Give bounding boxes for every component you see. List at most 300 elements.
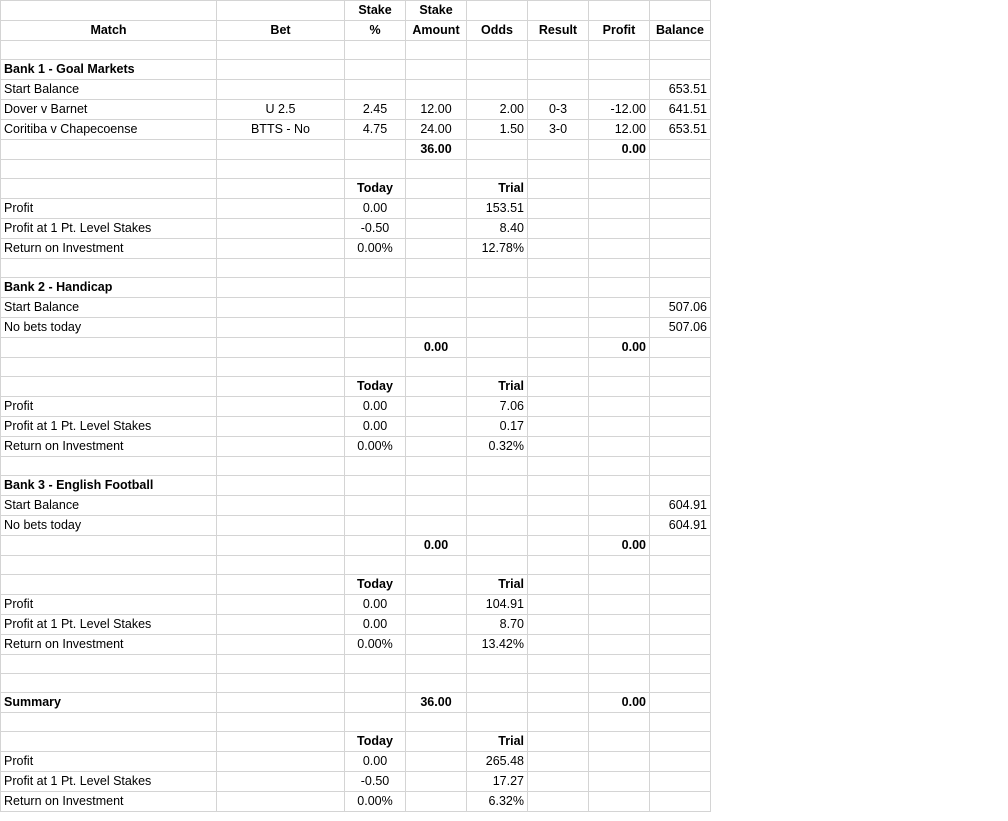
- cell-balance[interactable]: [650, 397, 711, 417]
- cell-profit[interactable]: 0.00: [589, 536, 650, 556]
- cell-balance[interactable]: [650, 278, 711, 298]
- cell-stake-amount[interactable]: 36.00: [406, 693, 467, 713]
- cell-profit[interactable]: [589, 556, 650, 575]
- cell-result[interactable]: [528, 655, 589, 674]
- cell-odds[interactable]: Trial: [467, 732, 528, 752]
- cell-match[interactable]: Return on Investment: [1, 239, 217, 259]
- cell-match[interactable]: Coritiba v Chapecoense: [1, 120, 217, 140]
- cell-result[interactable]: [528, 358, 589, 377]
- cell-profit[interactable]: [589, 298, 650, 318]
- cell-stake-amount[interactable]: 24.00: [406, 120, 467, 140]
- cell-result[interactable]: [528, 140, 589, 160]
- cell-stake-amount[interactable]: [406, 556, 467, 575]
- cell-stake-amount[interactable]: [406, 713, 467, 732]
- cell-profit[interactable]: [589, 377, 650, 397]
- cell-match[interactable]: Profit: [1, 199, 217, 219]
- cell-bet[interactable]: [217, 615, 345, 635]
- cell-stake-amount[interactable]: 0.00: [406, 338, 467, 358]
- cell-odds[interactable]: 0.17: [467, 417, 528, 437]
- cell-odds[interactable]: [467, 693, 528, 713]
- cell-bet[interactable]: U 2.5: [217, 100, 345, 120]
- cell-odds[interactable]: [467, 140, 528, 160]
- cell-balance[interactable]: 604.91: [650, 516, 711, 536]
- cell-bet[interactable]: [217, 457, 345, 476]
- cell-bet[interactable]: [217, 358, 345, 377]
- cell-bet[interactable]: [217, 536, 345, 556]
- cell-bet[interactable]: [217, 732, 345, 752]
- cell-stake-percent[interactable]: [345, 140, 406, 160]
- cell-stake-amount[interactable]: [406, 377, 467, 397]
- cell-bet[interactable]: [217, 713, 345, 732]
- cell-stake-amount[interactable]: [406, 318, 467, 338]
- cell-result[interactable]: [528, 516, 589, 536]
- cell-stake-percent[interactable]: Today: [345, 575, 406, 595]
- cell-result[interactable]: [528, 338, 589, 358]
- cell-match[interactable]: Bank 1 - Goal Markets: [1, 60, 217, 80]
- cell-odds[interactable]: 265.48: [467, 752, 528, 772]
- cell-profit[interactable]: -12.00: [589, 100, 650, 120]
- cell-bet[interactable]: [217, 476, 345, 496]
- cell-match[interactable]: [1, 457, 217, 476]
- cell-stake-percent[interactable]: Today: [345, 179, 406, 199]
- cell-stake-percent[interactable]: [345, 278, 406, 298]
- cell-profit[interactable]: 12.00: [589, 120, 650, 140]
- cell-stake-amount[interactable]: [406, 575, 467, 595]
- cell-stake-percent[interactable]: [345, 41, 406, 60]
- cell-stake-percent[interactable]: [345, 713, 406, 732]
- cell-stake-amount[interactable]: [406, 80, 467, 100]
- cell-balance[interactable]: 604.91: [650, 496, 711, 516]
- cell-balance[interactable]: [650, 476, 711, 496]
- cell-match[interactable]: Profit at 1 Pt. Level Stakes: [1, 219, 217, 239]
- cell-stake-percent[interactable]: 0.00: [345, 752, 406, 772]
- cell-stake-percent[interactable]: 0.00: [345, 199, 406, 219]
- cell-match[interactable]: Start Balance: [1, 298, 217, 318]
- cell-bet[interactable]: [217, 278, 345, 298]
- cell-balance[interactable]: [650, 417, 711, 437]
- cell-balance[interactable]: [650, 615, 711, 635]
- cell-odds[interactable]: 8.40: [467, 219, 528, 239]
- cell-balance[interactable]: [650, 259, 711, 278]
- cell-odds[interactable]: [467, 674, 528, 693]
- cell-profit[interactable]: 0.00: [589, 140, 650, 160]
- cell-profit[interactable]: [589, 219, 650, 239]
- cell-match[interactable]: No bets today: [1, 516, 217, 536]
- cell-result[interactable]: [528, 732, 589, 752]
- cell-bet[interactable]: [217, 556, 345, 575]
- cell-odds[interactable]: [467, 476, 528, 496]
- cell-stake-amount[interactable]: [406, 752, 467, 772]
- cell-odds[interactable]: 1.50: [467, 120, 528, 140]
- cell-profit[interactable]: [589, 752, 650, 772]
- cell-bet[interactable]: [217, 60, 345, 80]
- cell-match[interactable]: Profit: [1, 595, 217, 615]
- cell-stake-percent[interactable]: [345, 298, 406, 318]
- cell-bet[interactable]: [217, 318, 345, 338]
- cell-match[interactable]: Match: [1, 21, 217, 41]
- cell-odds[interactable]: [467, 80, 528, 100]
- cell-balance[interactable]: [650, 674, 711, 693]
- cell-bet[interactable]: [217, 655, 345, 674]
- cell-bet[interactable]: [217, 772, 345, 792]
- cell-balance[interactable]: [650, 140, 711, 160]
- cell-profit[interactable]: [589, 792, 650, 812]
- cell-stake-percent[interactable]: 0.00: [345, 397, 406, 417]
- cell-profit[interactable]: [589, 655, 650, 674]
- cell-odds[interactable]: [467, 516, 528, 536]
- cell-result[interactable]: [528, 556, 589, 575]
- cell-result[interactable]: [528, 615, 589, 635]
- cell-stake-percent[interactable]: 0.00%: [345, 437, 406, 457]
- cell-stake-percent[interactable]: -0.50: [345, 772, 406, 792]
- cell-bet[interactable]: [217, 397, 345, 417]
- cell-result[interactable]: [528, 199, 589, 219]
- cell-match[interactable]: [1, 140, 217, 160]
- cell-match[interactable]: Bank 2 - Handicap: [1, 278, 217, 298]
- cell-stake-amount[interactable]: [406, 41, 467, 60]
- cell-match[interactable]: Profit: [1, 397, 217, 417]
- cell-stake-amount[interactable]: [406, 635, 467, 655]
- cell-balance[interactable]: [650, 693, 711, 713]
- cell-odds[interactable]: Trial: [467, 377, 528, 397]
- cell-balance[interactable]: Balance: [650, 21, 711, 41]
- cell-balance[interactable]: [650, 556, 711, 575]
- cell-match[interactable]: Start Balance: [1, 496, 217, 516]
- cell-stake-percent[interactable]: 0.00: [345, 595, 406, 615]
- cell-balance[interactable]: [650, 377, 711, 397]
- cell-balance[interactable]: [650, 713, 711, 732]
- cell-bet[interactable]: Bet: [217, 21, 345, 41]
- cell-bet[interactable]: [217, 792, 345, 812]
- cell-bet[interactable]: [217, 80, 345, 100]
- cell-profit[interactable]: [589, 417, 650, 437]
- cell-result[interactable]: [528, 377, 589, 397]
- cell-match[interactable]: Profit: [1, 752, 217, 772]
- cell-stake-amount[interactable]: [406, 437, 467, 457]
- cell-result[interactable]: [528, 752, 589, 772]
- cell-balance[interactable]: [650, 179, 711, 199]
- cell-odds[interactable]: 104.91: [467, 595, 528, 615]
- cell-stake-percent[interactable]: %: [345, 21, 406, 41]
- cell-balance[interactable]: 507.06: [650, 298, 711, 318]
- cell-profit[interactable]: [589, 635, 650, 655]
- cell-stake-percent[interactable]: [345, 476, 406, 496]
- cell-bet[interactable]: [217, 338, 345, 358]
- cell-balance[interactable]: [650, 536, 711, 556]
- cell-profit[interactable]: [589, 674, 650, 693]
- cell-odds[interactable]: 7.06: [467, 397, 528, 417]
- cell-odds[interactable]: 13.42%: [467, 635, 528, 655]
- cell-match[interactable]: [1, 556, 217, 575]
- cell-bet[interactable]: [217, 219, 345, 239]
- cell-match[interactable]: [1, 674, 217, 693]
- cell-match[interactable]: [1, 160, 217, 179]
- cell-match[interactable]: [1, 259, 217, 278]
- cell-stake-amount[interactable]: [406, 358, 467, 377]
- cell-stake-percent[interactable]: [345, 80, 406, 100]
- cell-stake-amount[interactable]: 0.00: [406, 536, 467, 556]
- cell-profit[interactable]: [589, 358, 650, 377]
- cell-match[interactable]: Profit at 1 Pt. Level Stakes: [1, 615, 217, 635]
- cell-profit[interactable]: 0.00: [589, 338, 650, 358]
- cell-profit[interactable]: [589, 516, 650, 536]
- cell-match[interactable]: No bets today: [1, 318, 217, 338]
- cell-bet[interactable]: [217, 259, 345, 278]
- cell-bet[interactable]: [217, 693, 345, 713]
- cell-odds[interactable]: Trial: [467, 575, 528, 595]
- cell-result[interactable]: [528, 792, 589, 812]
- cell-match[interactable]: Summary: [1, 693, 217, 713]
- cell-match[interactable]: Profit at 1 Pt. Level Stakes: [1, 417, 217, 437]
- cell-match[interactable]: Dover v Barnet: [1, 100, 217, 120]
- cell-stake-percent[interactable]: -0.50: [345, 219, 406, 239]
- cell-match[interactable]: [1, 732, 217, 752]
- cell-bet[interactable]: [217, 752, 345, 772]
- cell-result[interactable]: [528, 476, 589, 496]
- cell-stake-percent[interactable]: [345, 655, 406, 674]
- cell-odds[interactable]: 17.27: [467, 772, 528, 792]
- cell-match[interactable]: [1, 575, 217, 595]
- cell-balance[interactable]: [650, 358, 711, 377]
- cell-profit[interactable]: [589, 179, 650, 199]
- cell-profit[interactable]: [589, 397, 650, 417]
- cell-odds[interactable]: 153.51: [467, 199, 528, 219]
- cell-stake-amount[interactable]: [406, 772, 467, 792]
- cell-balance[interactable]: 653.51: [650, 80, 711, 100]
- cell-odds[interactable]: 6.32%: [467, 792, 528, 812]
- cell-profit[interactable]: [589, 60, 650, 80]
- cell-stake-percent[interactable]: 4.75: [345, 120, 406, 140]
- cell-stake-percent[interactable]: [345, 556, 406, 575]
- cell-bet[interactable]: [217, 417, 345, 437]
- cell-bet[interactable]: [217, 496, 345, 516]
- cell-balance[interactable]: [650, 595, 711, 615]
- cell-profit[interactable]: [589, 615, 650, 635]
- cell-stake-percent[interactable]: 0.00%: [345, 239, 406, 259]
- cell-stake-amount[interactable]: [406, 259, 467, 278]
- cell-profit[interactable]: [589, 80, 650, 100]
- cell-stake-percent[interactable]: 0.00: [345, 615, 406, 635]
- cell-match[interactable]: Start Balance: [1, 80, 217, 100]
- cell-bet[interactable]: [217, 516, 345, 536]
- cell-odds[interactable]: [467, 338, 528, 358]
- cell-result[interactable]: 3-0: [528, 120, 589, 140]
- cell-profit[interactable]: [589, 1, 650, 21]
- cell-balance[interactable]: [650, 199, 711, 219]
- cell-balance[interactable]: 653.51: [650, 120, 711, 140]
- cell-odds[interactable]: [467, 655, 528, 674]
- cell-odds[interactable]: 0.32%: [467, 437, 528, 457]
- cell-match[interactable]: [1, 358, 217, 377]
- cell-balance[interactable]: [650, 437, 711, 457]
- cell-balance[interactable]: [650, 732, 711, 752]
- cell-stake-amount[interactable]: [406, 179, 467, 199]
- cell-odds[interactable]: [467, 536, 528, 556]
- cell-profit[interactable]: [589, 732, 650, 752]
- cell-odds[interactable]: Odds: [467, 21, 528, 41]
- cell-odds[interactable]: 12.78%: [467, 239, 528, 259]
- cell-profit[interactable]: [589, 575, 650, 595]
- cell-stake-percent[interactable]: [345, 259, 406, 278]
- cell-profit[interactable]: [589, 259, 650, 278]
- cell-bet[interactable]: [217, 41, 345, 60]
- cell-result[interactable]: [528, 278, 589, 298]
- cell-profit[interactable]: [589, 318, 650, 338]
- cell-balance[interactable]: [650, 219, 711, 239]
- cell-balance[interactable]: 507.06: [650, 318, 711, 338]
- cell-result[interactable]: [528, 397, 589, 417]
- cell-result[interactable]: [528, 60, 589, 80]
- cell-profit[interactable]: [589, 199, 650, 219]
- cell-result[interactable]: [528, 239, 589, 259]
- cell-stake-percent[interactable]: 0.00%: [345, 635, 406, 655]
- cell-stake-amount[interactable]: [406, 595, 467, 615]
- cell-match[interactable]: [1, 41, 217, 60]
- cell-stake-amount[interactable]: Stake: [406, 1, 467, 21]
- cell-stake-amount[interactable]: [406, 239, 467, 259]
- cell-result[interactable]: [528, 595, 589, 615]
- cell-stake-amount[interactable]: [406, 160, 467, 179]
- cell-result[interactable]: [528, 417, 589, 437]
- cell-stake-percent[interactable]: [345, 338, 406, 358]
- cell-match[interactable]: Return on Investment: [1, 635, 217, 655]
- cell-result[interactable]: [528, 693, 589, 713]
- cell-stake-amount[interactable]: [406, 397, 467, 417]
- cell-bet[interactable]: [217, 298, 345, 318]
- cell-result[interactable]: [528, 41, 589, 60]
- cell-match[interactable]: Bank 3 - English Football: [1, 476, 217, 496]
- cell-stake-percent[interactable]: Stake: [345, 1, 406, 21]
- cell-stake-percent[interactable]: 0.00: [345, 417, 406, 437]
- cell-odds[interactable]: [467, 457, 528, 476]
- cell-stake-amount[interactable]: [406, 732, 467, 752]
- cell-result[interactable]: 0-3: [528, 100, 589, 120]
- cell-stake-amount[interactable]: [406, 417, 467, 437]
- cell-stake-amount[interactable]: [406, 516, 467, 536]
- cell-bet[interactable]: BTTS - No: [217, 120, 345, 140]
- cell-stake-amount[interactable]: [406, 298, 467, 318]
- cell-result[interactable]: [528, 575, 589, 595]
- cell-bet[interactable]: [217, 199, 345, 219]
- cell-stake-percent[interactable]: [345, 496, 406, 516]
- cell-stake-percent[interactable]: [345, 674, 406, 693]
- cell-stake-amount[interactable]: [406, 496, 467, 516]
- cell-profit[interactable]: [589, 160, 650, 179]
- cell-stake-amount[interactable]: [406, 60, 467, 80]
- cell-stake-amount[interactable]: [406, 615, 467, 635]
- cell-bet[interactable]: [217, 437, 345, 457]
- cell-odds[interactable]: [467, 318, 528, 338]
- cell-result[interactable]: [528, 536, 589, 556]
- cell-odds[interactable]: [467, 60, 528, 80]
- cell-result[interactable]: [528, 674, 589, 693]
- cell-odds[interactable]: 8.70: [467, 615, 528, 635]
- cell-result[interactable]: [528, 437, 589, 457]
- cell-odds[interactable]: Trial: [467, 179, 528, 199]
- cell-stake-percent[interactable]: 2.45: [345, 100, 406, 120]
- cell-profit[interactable]: [589, 713, 650, 732]
- cell-bet[interactable]: [217, 595, 345, 615]
- cell-odds[interactable]: [467, 358, 528, 377]
- cell-stake-amount[interactable]: [406, 199, 467, 219]
- cell-stake-amount[interactable]: [406, 792, 467, 812]
- cell-profit[interactable]: [589, 457, 650, 476]
- cell-result[interactable]: [528, 713, 589, 732]
- cell-result[interactable]: [528, 160, 589, 179]
- cell-balance[interactable]: [650, 1, 711, 21]
- cell-match[interactable]: Return on Investment: [1, 792, 217, 812]
- cell-odds[interactable]: [467, 41, 528, 60]
- cell-odds[interactable]: [467, 160, 528, 179]
- cell-profit[interactable]: [589, 437, 650, 457]
- cell-odds[interactable]: [467, 1, 528, 21]
- cell-match[interactable]: Return on Investment: [1, 437, 217, 457]
- cell-balance[interactable]: [650, 635, 711, 655]
- cell-balance[interactable]: [650, 41, 711, 60]
- cell-balance[interactable]: [650, 792, 711, 812]
- cell-odds[interactable]: [467, 713, 528, 732]
- cell-bet[interactable]: [217, 377, 345, 397]
- cell-stake-amount[interactable]: [406, 278, 467, 298]
- cell-stake-amount[interactable]: 36.00: [406, 140, 467, 160]
- cell-balance[interactable]: [650, 160, 711, 179]
- cell-result[interactable]: [528, 772, 589, 792]
- cell-stake-percent[interactable]: [345, 693, 406, 713]
- cell-result[interactable]: [528, 1, 589, 21]
- cell-odds[interactable]: 2.00: [467, 100, 528, 120]
- cell-match[interactable]: [1, 338, 217, 358]
- cell-bet[interactable]: [217, 160, 345, 179]
- cell-stake-percent[interactable]: [345, 318, 406, 338]
- cell-result[interactable]: Result: [528, 21, 589, 41]
- cell-bet[interactable]: [217, 674, 345, 693]
- cell-stake-percent[interactable]: Today: [345, 732, 406, 752]
- cell-odds[interactable]: [467, 298, 528, 318]
- cell-profit[interactable]: [589, 772, 650, 792]
- cell-odds[interactable]: [467, 496, 528, 516]
- cell-match[interactable]: [1, 179, 217, 199]
- cell-result[interactable]: [528, 496, 589, 516]
- cell-balance[interactable]: [650, 575, 711, 595]
- cell-stake-percent[interactable]: 0.00%: [345, 792, 406, 812]
- cell-profit[interactable]: [589, 476, 650, 496]
- cell-match[interactable]: [1, 713, 217, 732]
- cell-profit[interactable]: [589, 239, 650, 259]
- cell-stake-percent[interactable]: [345, 516, 406, 536]
- cell-result[interactable]: [528, 179, 589, 199]
- cell-odds[interactable]: [467, 556, 528, 575]
- cell-result[interactable]: [528, 635, 589, 655]
- cell-profit[interactable]: [589, 278, 650, 298]
- cell-result[interactable]: [528, 259, 589, 278]
- cell-bet[interactable]: [217, 1, 345, 21]
- cell-balance[interactable]: [650, 457, 711, 476]
- cell-match[interactable]: Profit at 1 Pt. Level Stakes: [1, 772, 217, 792]
- cell-balance[interactable]: [650, 239, 711, 259]
- cell-profit[interactable]: [589, 496, 650, 516]
- cell-stake-amount[interactable]: [406, 219, 467, 239]
- cell-bet[interactable]: [217, 575, 345, 595]
- cell-stake-percent[interactable]: [345, 457, 406, 476]
- cell-odds[interactable]: [467, 259, 528, 278]
- cell-profit[interactable]: 0.00: [589, 693, 650, 713]
- cell-stake-percent[interactable]: [345, 358, 406, 377]
- cell-profit[interactable]: [589, 41, 650, 60]
- cell-stake-percent[interactable]: Today: [345, 377, 406, 397]
- cell-balance[interactable]: [650, 338, 711, 358]
- cell-balance[interactable]: 641.51: [650, 100, 711, 120]
- cell-stake-amount[interactable]: [406, 674, 467, 693]
